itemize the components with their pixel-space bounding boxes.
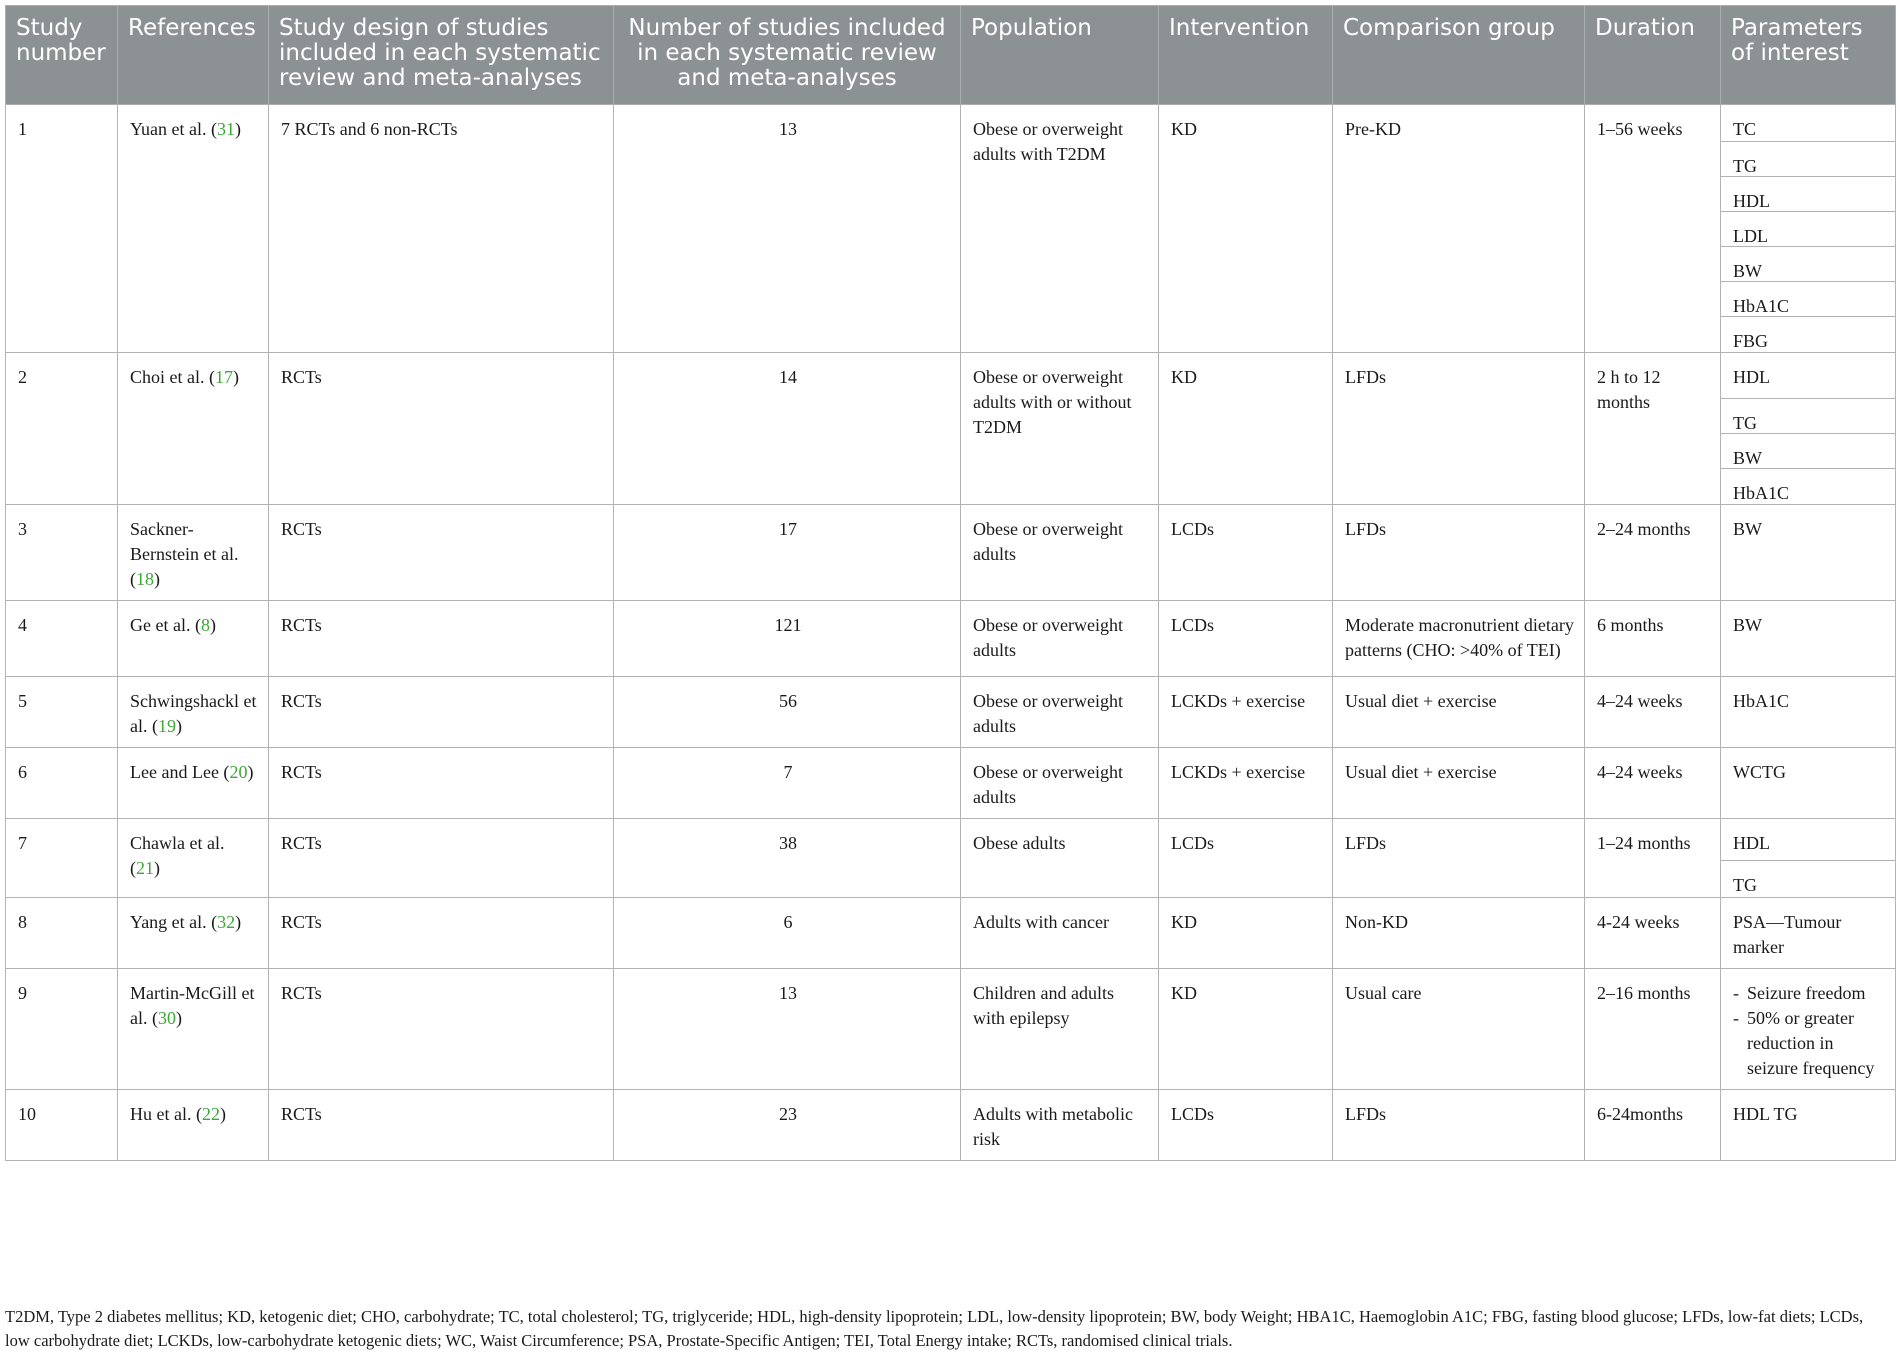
- comparison-cell: Moderate macronutrient dietary patterns (CHO: >40% of TEI): [1333, 601, 1585, 677]
- study-count-cell: 56: [614, 677, 961, 748]
- comparison-cell: LFDs: [1333, 1090, 1585, 1161]
- study-count-cell: 13: [614, 969, 961, 1090]
- citation-link[interactable]: 20: [229, 762, 248, 782]
- parameter-list-item: - Seizure freedom: [1733, 981, 1885, 1006]
- parameter-item: LDL: [1721, 212, 1895, 247]
- studies-table: [5, 5, 1896, 1161]
- study-count-cell: 121: [614, 601, 961, 677]
- intervention-cell: KD: [1159, 898, 1333, 969]
- table-row: [6, 819, 1896, 898]
- intervention-cell: KD: [1159, 969, 1333, 1090]
- reference-cell: [118, 601, 269, 677]
- reference-cell: [118, 677, 269, 748]
- study-number-cell: 9: [6, 969, 118, 1090]
- reference-cell: [118, 505, 269, 601]
- header-study-design: Study design of studies included in each systematic review and meta-analyses: [269, 6, 614, 105]
- citation-link[interactable]: 21: [136, 858, 154, 878]
- header-number-of-studies: Number of studies included in each systematic review and meta-analyses: [614, 6, 961, 105]
- study-number-cell: 6: [6, 748, 118, 819]
- comparison-cell: LFDs: [1333, 505, 1585, 601]
- study-design-cell: RCTs: [269, 353, 614, 505]
- intervention-cell: KD: [1159, 353, 1333, 505]
- reference-authors: Lee and Lee (: [130, 762, 230, 782]
- header-study-number: Study number: [6, 6, 118, 105]
- citation-link[interactable]: 17: [214, 367, 233, 387]
- table-container: [5, 5, 1895, 1161]
- comparison-cell: LFDs: [1333, 819, 1585, 898]
- reference-close: ): [175, 1008, 182, 1028]
- population-cell: Obese adults: [961, 819, 1159, 898]
- header-population: Population: [961, 6, 1159, 105]
- parameters-cell: [1721, 353, 1896, 505]
- intervention-cell: LCDs: [1159, 819, 1333, 898]
- duration-cell: 1–24 months: [1585, 819, 1721, 898]
- intervention-cell: LCDs: [1159, 1090, 1333, 1161]
- study-count-cell: 6: [614, 898, 961, 969]
- table-row: [6, 105, 1896, 353]
- parameter-item: TG: [1721, 142, 1895, 177]
- reference-close: ): [209, 615, 216, 635]
- parameters-cell: [1721, 748, 1896, 819]
- parameter-item: HDL: [1721, 353, 1895, 399]
- population-cell: Adults with metabolic risk: [961, 1090, 1159, 1161]
- reference-close: ): [175, 716, 182, 736]
- reference-close: ): [235, 912, 242, 932]
- parameters-cell: [1721, 505, 1896, 601]
- intervention-cell: KD: [1159, 105, 1333, 353]
- reference-cell: [118, 819, 269, 898]
- population-cell: Obese or overweight adults: [961, 748, 1159, 819]
- header-intervention: Intervention: [1159, 6, 1333, 105]
- reference-cell: [118, 898, 269, 969]
- duration-cell: 6-24months: [1585, 1090, 1721, 1161]
- table-footnote: T2DM, Type 2 diabetes mellitus; KD, ketogenic diet; CHO, carbohydrate; TC, total cholesterol; TG, triglyceride; HDL, high-density lipoprotein; LDL, low-density lipoprotein; BW, body Weight; HBA1C, Haemoglobin A1C; FBG, fasting blood glucose; LFDs, low-fat diets; LCDs, low carbohydrate diet; LCKDs, low-carbohydrate ketogenic diets; WC, Waist Circumference; PSA, Prostate-Specific Antigen; TEI, Total Energy intake; RCTs, randomised clinical trials.: [5, 1307, 1864, 1350]
- table-row: [6, 677, 1896, 748]
- reference-close: ): [154, 858, 160, 878]
- reference-authors: Hu et al. (: [130, 1104, 202, 1124]
- study-design-cell: RCTs: [269, 748, 614, 819]
- duration-cell: 4-24 weeks: [1585, 898, 1721, 969]
- parameters-cell: [1721, 601, 1896, 677]
- duration-cell: 6 months: [1585, 601, 1721, 677]
- study-design-cell: RCTs: [269, 677, 614, 748]
- reference-authors: Sackner-Bernstein et al. (: [130, 519, 239, 589]
- reference-authors: Yang et al. (: [130, 912, 218, 932]
- parameter-item: TG: [1721, 399, 1895, 434]
- parameter-item: TG: [1733, 875, 1757, 895]
- study-design-cell: RCTs: [269, 1090, 614, 1161]
- table-row: [6, 748, 1896, 819]
- duration-cell: 4–24 weeks: [1585, 748, 1721, 819]
- citation-link[interactable]: 8: [200, 615, 210, 635]
- study-number-cell: 8: [6, 898, 118, 969]
- study-count-cell: 7: [614, 748, 961, 819]
- parameter-item: BW: [1721, 434, 1895, 469]
- citation-link[interactable]: 32: [217, 912, 236, 932]
- population-cell: Obese or overweight adults with T2DM: [961, 105, 1159, 353]
- reference-authors: Yuan et al. (: [130, 119, 217, 139]
- reference-cell: [118, 1090, 269, 1161]
- study-design-cell: RCTs: [269, 601, 614, 677]
- header-references: References: [118, 6, 269, 105]
- population-cell: Obese or overweight adults: [961, 505, 1159, 601]
- intervention-cell: LCDs: [1159, 505, 1333, 601]
- study-number-cell: 5: [6, 677, 118, 748]
- study-design-cell: 7 RCTs and 6 non-RCTs: [269, 105, 614, 353]
- parameters-cell: [1721, 819, 1896, 898]
- reference-close: ): [234, 119, 241, 139]
- parameter-list: [1733, 981, 1885, 1081]
- study-number-cell: 3: [6, 505, 118, 601]
- intervention-cell: LCKDs + exercise: [1159, 748, 1333, 819]
- comparison-cell: Usual diet + exercise: [1333, 748, 1585, 819]
- reference-authors: Choi et al. (: [130, 367, 215, 387]
- study-design-cell: RCTs: [269, 969, 614, 1090]
- parameter-item: PSA—Tumour marker: [1733, 912, 1842, 957]
- parameter-item: HDL: [1721, 177, 1895, 212]
- reference-close: ): [219, 1104, 226, 1124]
- study-number-cell: 2: [6, 353, 118, 505]
- reference-close: ): [232, 367, 239, 387]
- parameters-cell: [1721, 898, 1896, 969]
- duration-cell: 1–56 weeks: [1585, 105, 1721, 353]
- citation-link[interactable]: 18: [136, 569, 154, 589]
- study-design-cell: RCTs: [269, 505, 614, 601]
- parameter-item: BW: [1733, 519, 1762, 539]
- parameter-item: BW: [1721, 247, 1895, 282]
- reference-authors: Chawla et al. (: [130, 833, 225, 878]
- study-number-cell: 7: [6, 819, 118, 898]
- header-comparison-group: Comparison group: [1333, 6, 1585, 105]
- parameter-item: HbA1C: [1733, 691, 1790, 711]
- intervention-cell: LCKDs + exercise: [1159, 677, 1333, 748]
- reference-cell: [118, 969, 269, 1090]
- parameters-cell: [1721, 969, 1896, 1090]
- comparison-cell: Usual diet + exercise: [1333, 677, 1585, 748]
- parameter-item: HbA1C: [1733, 483, 1790, 503]
- intervention-cell: LCDs: [1159, 601, 1333, 677]
- citation-link[interactable]: 22: [201, 1104, 220, 1124]
- study-count-cell: 17: [614, 505, 961, 601]
- parameters-cell: [1721, 677, 1896, 748]
- duration-cell: 2–16 months: [1585, 969, 1721, 1090]
- comparison-cell: Usual care: [1333, 969, 1585, 1090]
- table-row: [6, 353, 1896, 505]
- citation-link[interactable]: 19: [157, 716, 176, 736]
- citation-link[interactable]: 30: [157, 1008, 176, 1028]
- study-number-cell: 10: [6, 1090, 118, 1161]
- population-cell: Obese or overweight adults: [961, 601, 1159, 677]
- header-duration: Duration: [1585, 6, 1721, 105]
- citation-link[interactable]: 31: [216, 119, 235, 139]
- parameter-list-item: - 50% or greater reduction in seizure frequency: [1733, 1006, 1885, 1081]
- study-number-cell: 1: [6, 105, 118, 353]
- comparison-cell: Pre-KD: [1333, 105, 1585, 353]
- parameters-cell: [1721, 105, 1896, 353]
- table-row: [6, 1090, 1896, 1161]
- reference-close: ): [247, 762, 254, 782]
- population-cell: Obese or overweight adults with or without T2DM: [961, 353, 1159, 505]
- study-number-cell: 4: [6, 601, 118, 677]
- reference-cell: [118, 105, 269, 353]
- reference-authors: Martin-McGill et al. (: [130, 983, 255, 1028]
- study-design-cell: RCTs: [269, 819, 614, 898]
- study-count-cell: 13: [614, 105, 961, 353]
- parameter-item: HDL: [1721, 819, 1895, 861]
- parameter-item: FBG: [1733, 331, 1769, 351]
- parameter-item: BW: [1733, 615, 1762, 635]
- table-row: [6, 969, 1896, 1090]
- study-design-cell: RCTs: [269, 898, 614, 969]
- duration-cell: 4–24 weeks: [1585, 677, 1721, 748]
- duration-cell: 2–24 months: [1585, 505, 1721, 601]
- reference-cell: [118, 353, 269, 505]
- study-count-cell: 38: [614, 819, 961, 898]
- duration-cell: 2 h to 12 months: [1585, 353, 1721, 505]
- reference-close: ): [154, 569, 160, 589]
- parameter-item: TC: [1721, 105, 1895, 142]
- table-row: [6, 898, 1896, 969]
- table-body: [6, 105, 1896, 1161]
- comparison-cell: Non-KD: [1333, 898, 1585, 969]
- population-cell: Children and adults with epilepsy: [961, 969, 1159, 1090]
- study-count-cell: 14: [614, 353, 961, 505]
- reference-authors: Schwingshackl et al. (: [130, 691, 257, 736]
- population-cell: Obese or overweight adults: [961, 677, 1159, 748]
- parameter-item: HDL TG: [1733, 1104, 1798, 1124]
- parameter-item: WCTG: [1733, 762, 1786, 782]
- reference-cell: [118, 748, 269, 819]
- header-parameters: Parameters of interest: [1721, 6, 1896, 105]
- table-row: [6, 505, 1896, 601]
- table-row: [6, 601, 1896, 677]
- population-cell: Adults with cancer: [961, 898, 1159, 969]
- parameters-cell: [1721, 1090, 1896, 1161]
- header-row: [6, 6, 1896, 105]
- reference-authors: Ge et al. (: [130, 615, 201, 635]
- comparison-cell: LFDs: [1333, 353, 1585, 505]
- parameter-item: HbA1C: [1721, 282, 1895, 317]
- study-count-cell: 23: [614, 1090, 961, 1161]
